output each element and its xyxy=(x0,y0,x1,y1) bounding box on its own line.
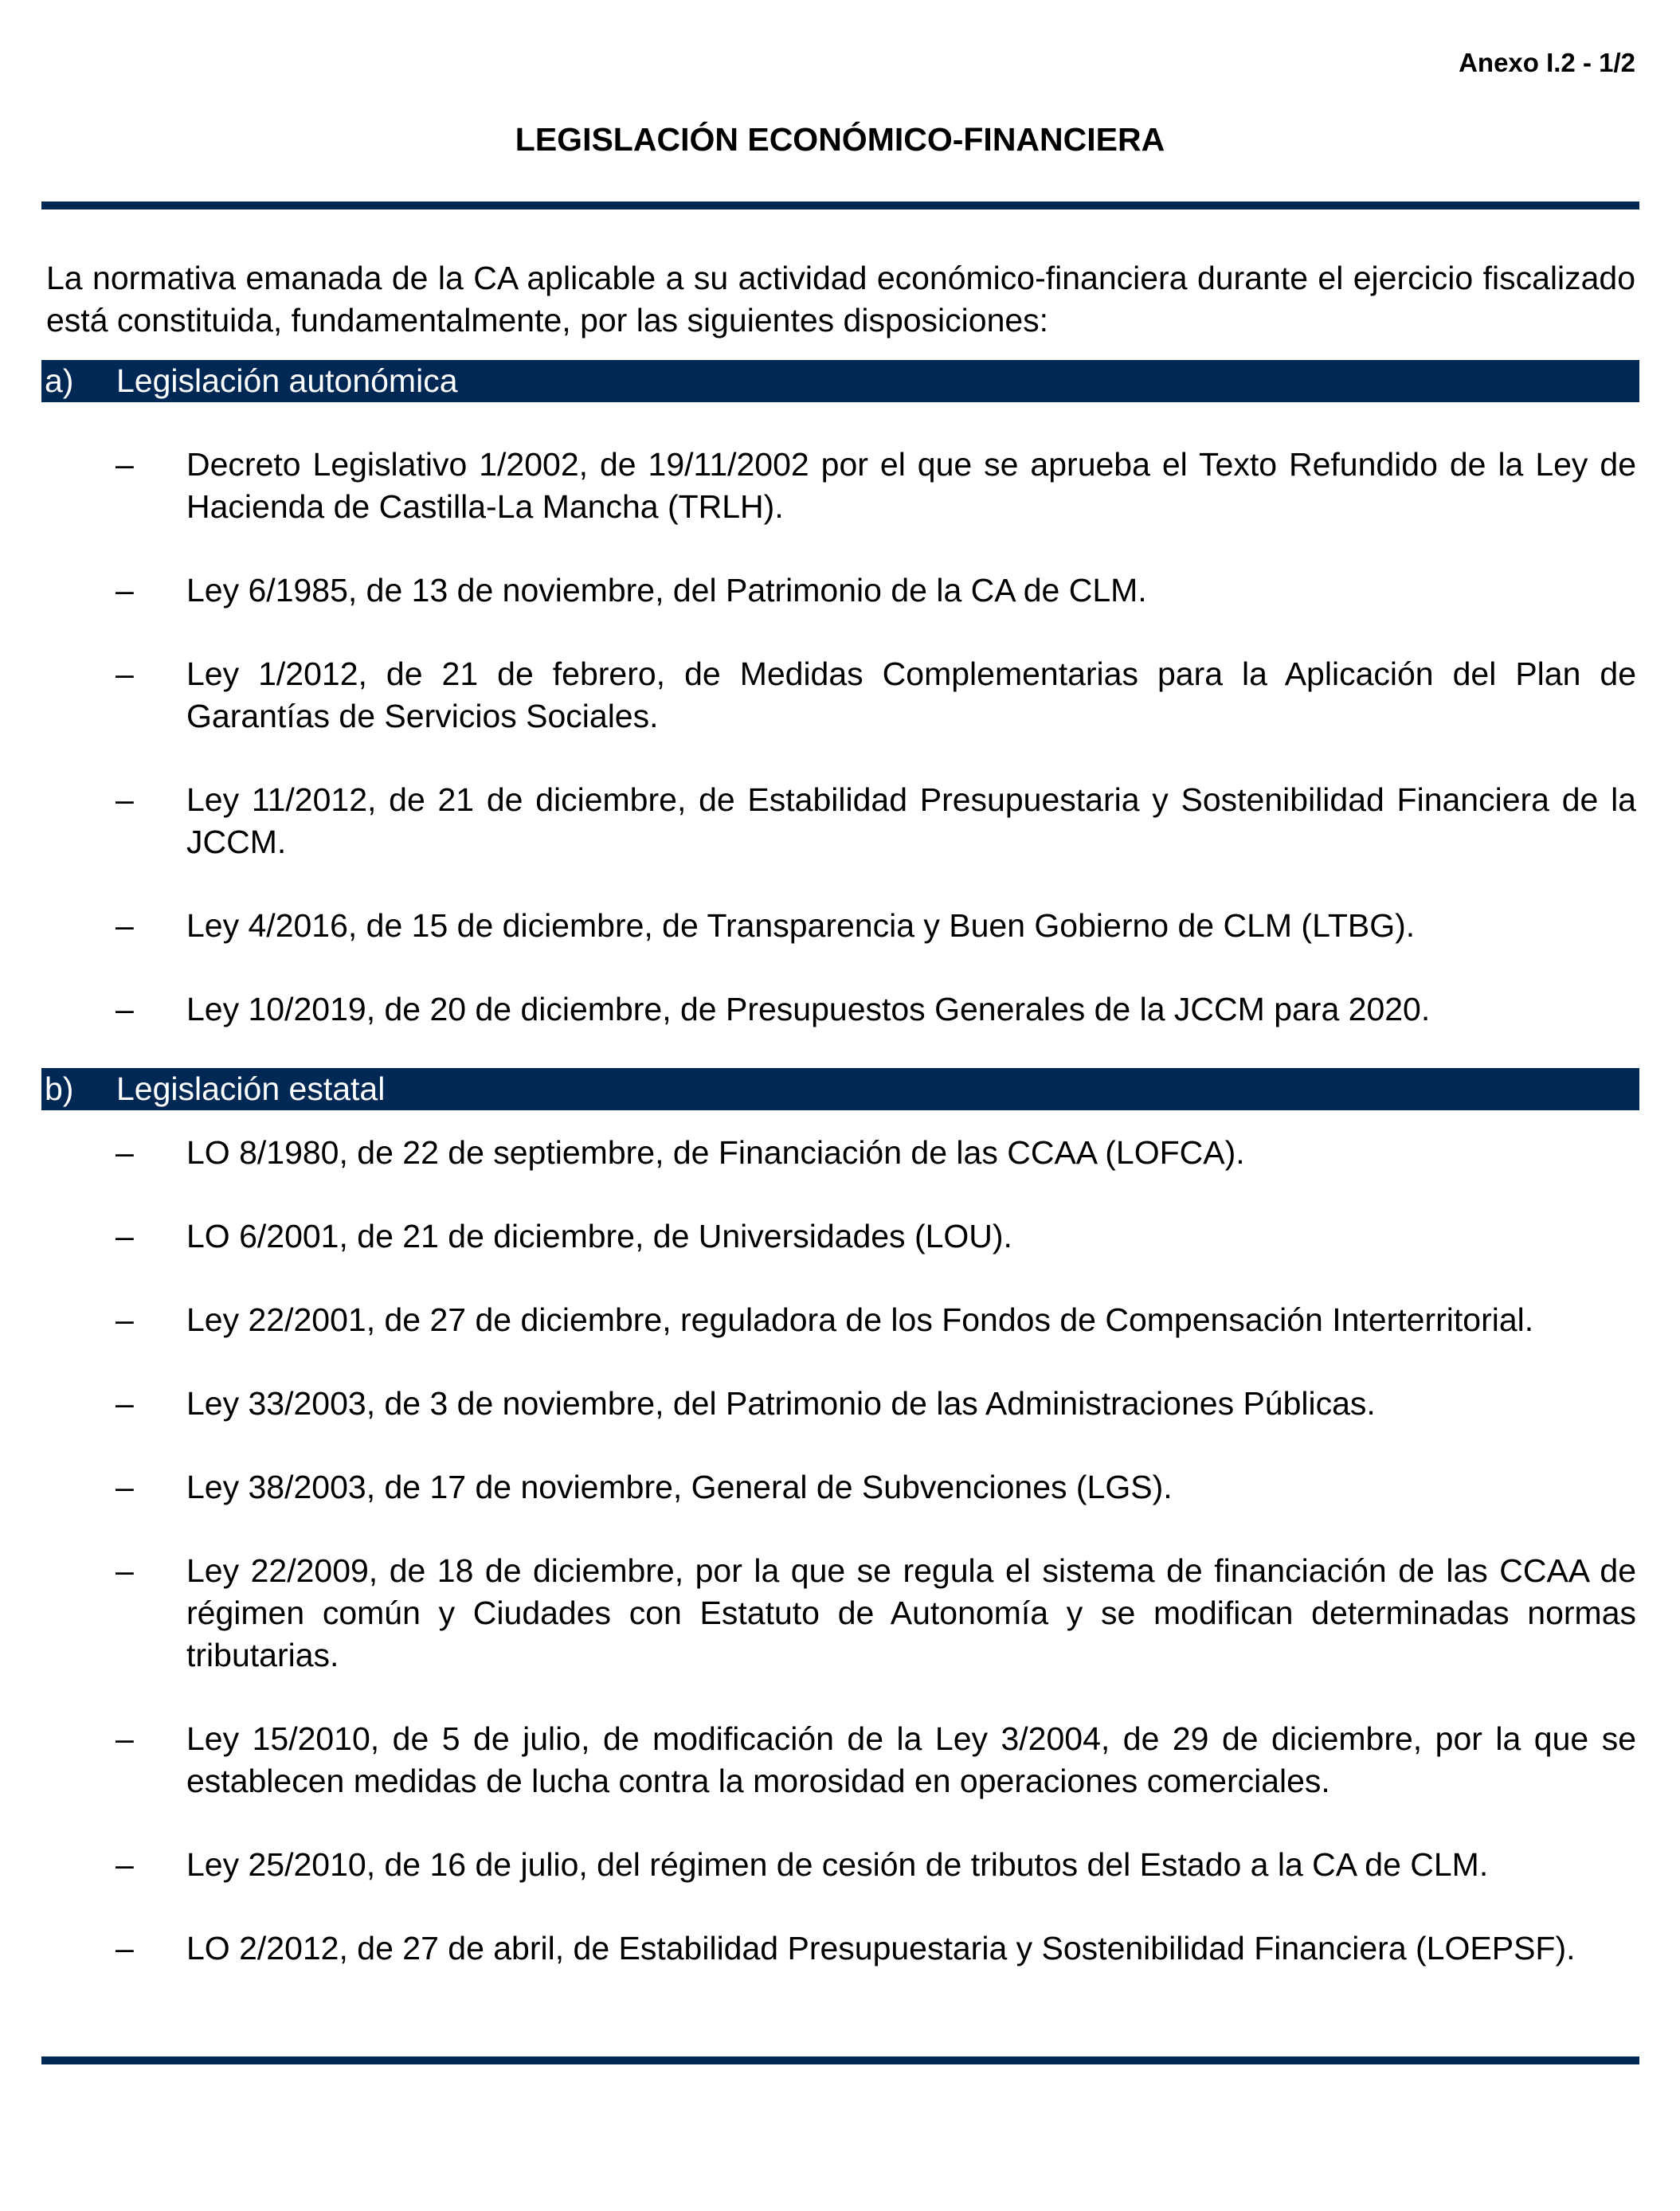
list-item-text: LO 2/2012, de 27 de abril, de Estabilidad Presupuestaria y Sostenibilidad Financiera (LOEPSF). xyxy=(186,1930,1576,1966)
list-item xyxy=(0,1844,1680,1886)
list-item xyxy=(0,569,1680,612)
list-item xyxy=(0,653,1680,738)
section-title: Legislación autonómica xyxy=(116,362,458,399)
bottom-divider xyxy=(41,2056,1639,2064)
list-item-text: LO 6/2001, de 21 de diciembre, de Universidades (LOU). xyxy=(186,1218,1012,1254)
list-item-text: Ley 15/2010, de 5 de julio, de modificación de la Ley 3/2004, de 29 de diciembre, por la que se establecen medidas de lucha contra la morosidad en operaciones comerciales. xyxy=(186,1720,1636,1799)
annex-label: Anexo I.2 - 1/2 xyxy=(1459,48,1635,77)
list-item xyxy=(0,1927,1680,1970)
section-letter: a) xyxy=(45,362,74,399)
top-divider xyxy=(41,202,1639,209)
list-item-text: Ley 25/2010, de 16 de julio, del régimen de cesión de tributos del Estado a la CA de CLM. xyxy=(186,1846,1489,1883)
list-item xyxy=(0,988,1680,1031)
dash-bullet: – xyxy=(116,1385,134,1422)
dash-bullet: – xyxy=(116,1846,134,1883)
list-item xyxy=(0,1132,1680,1174)
legislation-list-estatal xyxy=(0,1132,1680,2011)
dash-bullet: – xyxy=(116,1301,134,1338)
list-item xyxy=(0,1718,1680,1802)
list-item-text: Ley 1/2012, de 21 de febrero, de Medidas Complementarias para la Aplicación del Plan de Garantías de Servicios Sociales. xyxy=(186,655,1636,734)
list-item xyxy=(0,1299,1680,1341)
list-item-text: Ley 33/2003, de 3 de noviembre, del Patrimonio de las Administraciones Públicas. xyxy=(186,1385,1376,1422)
list-item-text: Ley 22/2001, de 27 de diciembre, reguladora de los Fondos de Compensación Interterritorial. xyxy=(186,1301,1534,1338)
list-item-text: Ley 10/2019, de 20 de diciembre, de Presupuestos Generales de la JCCM para 2020. xyxy=(186,991,1431,1027)
list-item xyxy=(0,779,1680,863)
page-title: LEGISLACIÓN ECONÓMICO-FINANCIERA xyxy=(515,121,1165,158)
dash-bullet: – xyxy=(116,1469,134,1505)
list-item-text: Ley 11/2012, de 21 de diciembre, de Estabilidad Presupuestaria y Sostenibilidad Financiera de la JCCM. xyxy=(186,781,1636,860)
dash-bullet: – xyxy=(116,446,134,483)
list-item xyxy=(0,905,1680,947)
intro-paragraph: La normativa emanada de la CA aplicable a su actividad económico-financiera durante el ejercicio fiscalizado está constituida, fundamentalmente, por las siguientes disposiciones: xyxy=(46,260,1635,338)
dash-bullet: – xyxy=(116,991,134,1027)
list-item xyxy=(0,1466,1680,1509)
list-item-text: Decreto Legislativo 1/2002, de 19/11/2002 por el que se aprueba el Texto Refundido de la Ley de Hacienda de Castilla-La Mancha (TRLH). xyxy=(186,446,1636,525)
dash-bullet: – xyxy=(116,572,134,609)
list-item-text: LO 8/1980, de 22 de septiembre, de Financiación de las CCAA (LOFCA). xyxy=(186,1134,1245,1171)
section-title: Legislación estatal xyxy=(116,1070,386,1107)
list-item xyxy=(0,1383,1680,1425)
section-header-estatal xyxy=(41,1068,1639,1110)
legislation-list-autonomica xyxy=(0,444,1680,1072)
list-item xyxy=(0,1550,1680,1677)
dash-bullet: – xyxy=(116,1720,134,1757)
dash-bullet: – xyxy=(116,1930,134,1966)
dash-bullet: – xyxy=(116,907,134,944)
list-item-text: Ley 6/1985, de 13 de noviembre, del Patrimonio de la CA de CLM. xyxy=(186,572,1147,609)
dash-bullet: – xyxy=(116,1218,134,1254)
section-header-autonomica xyxy=(41,360,1639,402)
list-item-text: Ley 38/2003, de 17 de noviembre, General de Subvenciones (LGS). xyxy=(186,1469,1173,1505)
list-item-text: Ley 22/2009, de 18 de diciembre, por la que se regula el sistema de financiación de las CCAA de régimen común y Ciudades con Estatuto de Autonomía y se modifican determinadas normas tributarias. xyxy=(186,1552,1636,1673)
list-item xyxy=(0,1215,1680,1258)
list-item xyxy=(0,444,1680,528)
dash-bullet: – xyxy=(116,1552,134,1589)
dash-bullet: – xyxy=(116,655,134,692)
dash-bullet: – xyxy=(116,1134,134,1171)
section-letter: b) xyxy=(45,1070,74,1107)
list-item-text: Ley 4/2016, de 15 de diciembre, de Transparencia y Buen Gobierno de CLM (LTBG). xyxy=(186,907,1416,944)
dash-bullet: – xyxy=(116,781,134,818)
